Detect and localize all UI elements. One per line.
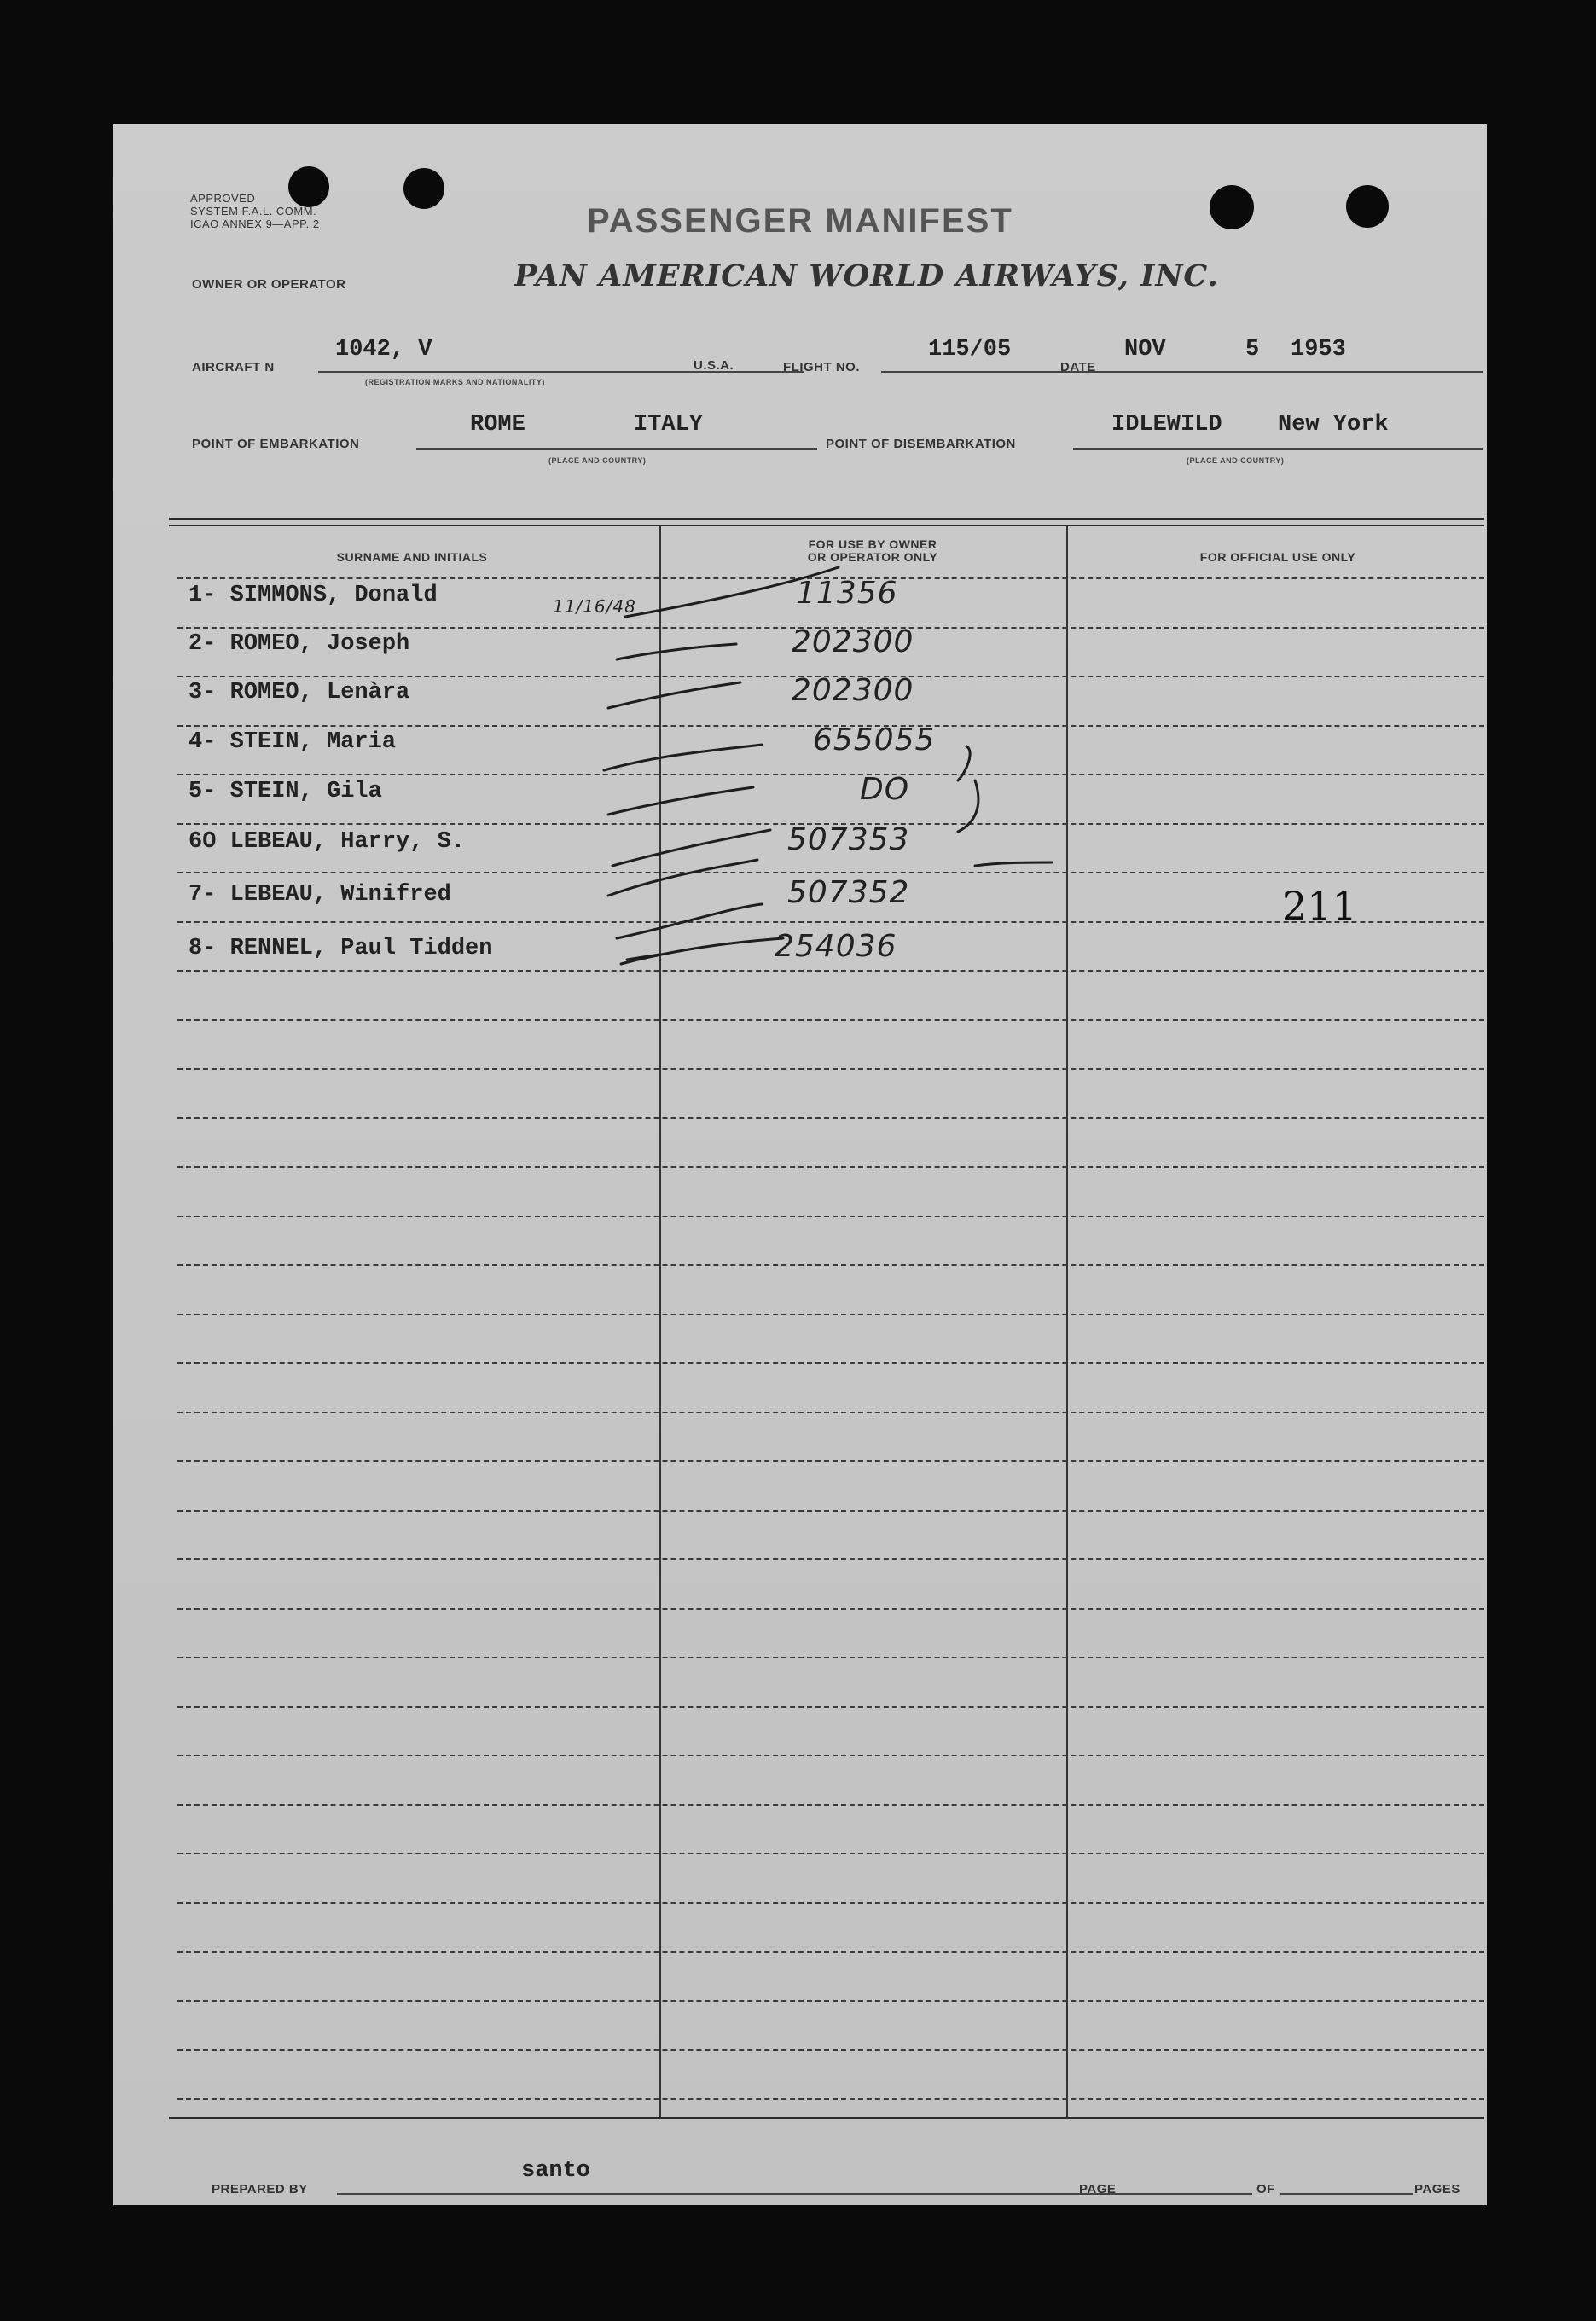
aircraft-sub-label: (REGISTRATION MARKS AND NATIONALITY) [365, 378, 545, 386]
passenger-owner-number: 202300 [792, 673, 914, 708]
approval-line: SYSTEM F.A.L. COMM. [190, 205, 317, 218]
disembarkation-label: POINT OF DISEMBARKATION [826, 437, 1016, 451]
disembarkation-country: New York [1278, 412, 1389, 438]
date-label: DATE [1060, 360, 1096, 374]
disembarkation-place: IDLEWILD [1111, 412, 1222, 438]
embarkation-sub-label: (PLACE AND COUNTRY) [548, 456, 647, 465]
page-label: PAGE [1079, 2182, 1117, 2196]
pages-label: PAGES [1414, 2182, 1460, 2196]
disembarkation-sub-label: (PLACE AND COUNTRY) [1187, 456, 1285, 465]
passenger-name: 5- STEIN, Gila [189, 779, 382, 804]
passenger-name: 8- RENNEL, Paul Tidden [189, 936, 493, 961]
passenger-owner-number: 254036 [775, 929, 897, 964]
column-header-owner-1: FOR USE BY OWNER [808, 537, 937, 551]
handwritten-strokes [113, 124, 1487, 2205]
approval-line: ICAO ANNEX 9—APP. 2 [190, 218, 320, 230]
page-title: PASSENGER MANIFEST [587, 202, 1013, 240]
airline-name: PAN AMERICAN WORLD AIRWAYS, INC. [514, 258, 1219, 293]
date-day: 5 [1245, 337, 1260, 363]
passenger-name: 2- ROMEO, Joseph [189, 631, 410, 657]
of-label: OF [1256, 2182, 1275, 2196]
passenger-name: 6O LEBEAU, Harry, S. [189, 829, 466, 855]
passenger-owner-number: DO [860, 772, 910, 807]
embarkation-country: ITALY [634, 412, 704, 438]
passenger-owner-number: 507353 [787, 822, 910, 857]
passenger-name: 1- SIMMONS, Donald [189, 583, 438, 608]
manifest-sheet [113, 124, 1487, 2205]
date-year: 1953 [1291, 337, 1346, 363]
embarkation-place: ROME [470, 412, 525, 438]
usa-label: U.S.A. [694, 358, 734, 373]
owner-label: OWNER OR OPERATOR [192, 277, 346, 292]
embarkation-label: POINT OF EMBARKATION [192, 437, 360, 451]
official-use-value: 211 [1282, 883, 1357, 929]
passenger-name: 3- ROMEO, Lenàra [189, 680, 410, 705]
passenger-owner-number: 655055 [813, 722, 936, 757]
aircraft-label: AIRCRAFT N [192, 360, 275, 374]
column-header-official: FOR OFFICIAL USE ONLY [1199, 550, 1356, 564]
prepared-by-label: PREPARED BY [212, 2182, 308, 2196]
date-month: NOV [1124, 337, 1166, 363]
flight-label: FLIGHT NO. [783, 360, 860, 374]
aircraft-value: 1042, V [335, 337, 432, 363]
margin-note: 11/16/48 [553, 596, 636, 617]
passenger-owner-number: 507352 [787, 875, 910, 910]
prepared-by-value: santo [521, 2158, 591, 2184]
passenger-name: 4- STEIN, Maria [189, 729, 397, 755]
passenger-name: 7- LEBEAU, Winifred [189, 882, 451, 908]
column-header-owner-2: OR OPERATOR ONLY [807, 550, 938, 564]
passenger-owner-number: 11356 [796, 576, 898, 611]
passenger-owner-number: 202300 [792, 624, 914, 659]
flight-value: 115/05 [928, 337, 1012, 363]
approval-line: APPROVED [190, 192, 256, 205]
column-header-surname: SURNAME AND INITIALS [336, 550, 488, 564]
